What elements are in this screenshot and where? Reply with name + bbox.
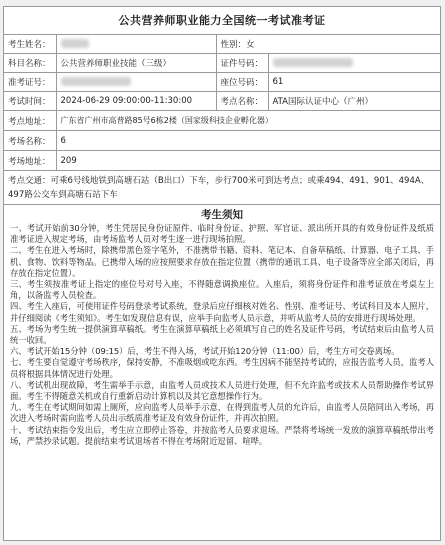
ticket-no-label: 准考证号： (4, 73, 56, 92)
cert-redaction (273, 58, 353, 67)
notice-item-2: 二、考生在进入考场时，除携带黑色签字笔外，不准携带书籍、资料、笔记本、自备草稿纸、计算器、电子工具、手机、食物、饮料等物品。已携带入场的应按照要求存放在指定位置（携带的通讯工具、电子设备等应全部关闭后，再存放在指定位置）。 (10, 245, 434, 278)
notice-list (4, 223, 440, 447)
notice-item-8: 八、考试机出现故障，考生需举手示意，由监考人员或技术人员进行处理，但不允许监考或技术人员帮助操作考试界面。考生不得随意关机或自行重新启动计算机以及其它意想操作行为。 (10, 379, 434, 402)
notice-item-10: 十、考试结束指令发出后，考生应立即停止答卷，并按监考人员要求退场。严禁将考场统一发放的演算草稿纸带出考场，严禁抄录试题。提前结束考试退场者不得在考场附近逗留、喧哗。 (10, 424, 434, 446)
notice-item-6: 六、考试开始15分钟（09:15）后，考生不得入场，考试开始120分钟（11:00）后，考生方可交卷离场。 (10, 346, 400, 357)
admission-ticket (3, 6, 441, 541)
traffic-value: 可乘6号线地铁到高塘石站（B出口）下车，步行700米可到达考点；或乘494、491、901、494A、497路公交车到高塘石站下车 (8, 175, 430, 200)
ticket-no-redaction (61, 77, 131, 86)
name-redaction (61, 39, 89, 48)
time-value: 2024-06-29 09:00:00-11:30:00 (56, 92, 216, 111)
subject-value: 公共营养师职业技能（三级） (56, 54, 216, 73)
address-label: 考点地址： (4, 111, 56, 131)
traffic-label: 考点交通： (8, 175, 51, 186)
seat-label: 座位号码： (216, 73, 268, 92)
name-label: 考生姓名： (4, 35, 56, 54)
room-address-value: 209 (56, 151, 440, 171)
name-value (56, 35, 216, 54)
subject-label: 科目名称： (4, 54, 56, 73)
site-label: 考点名称： (216, 92, 268, 111)
notice-item-5: 五、考场为考生统一提供演算草稿纸。考生在演算草稿纸上必须填写自己的姓名及证件号码，考试结束后由监考人员统一收回。 (10, 323, 434, 346)
room-name-value: 6 (56, 131, 440, 151)
ticket-title: 公共营养师职业能力全国统一考试准考证 (4, 7, 440, 35)
notice-item-9: 九、考生在考试期间如需上厕所，应向监考人员举手示意，在得到监考人员的允许后，由监考人员陪同出入考场，再次进入考场时需向监考人员出示纸质准考证及有效身份证件，并再次拍照。 (10, 402, 434, 424)
room-name-label: 考场名称： (4, 131, 56, 151)
address-value: 广东省广州市高普路85号6栋2楼（国家级科技企业孵化器） (56, 111, 440, 131)
notice-item-1: 一、考试开始前30分钟，考生凭居民身份证原件、临时身份证、护照、军官证、派出所开具的有效身份证件及纸质准考证进入规定考场，由考场监考人员对考生逐一进行现场拍照。 (10, 223, 434, 245)
site-value: ATA国际认证中心（广州） (268, 92, 440, 111)
cert-label: 证件号码： (216, 54, 268, 73)
seat-value: 61 (268, 73, 440, 92)
gender-cell (216, 35, 440, 54)
traffic-cell (4, 171, 440, 205)
gender-label: 性别： (220, 40, 247, 50)
time-label: 考试时间： (4, 92, 56, 111)
candidate-info-table (4, 35, 440, 205)
notice-heading: 考生须知 (201, 209, 243, 221)
notice-item-3: 三、考生须按准考证上指定的座位号对号入座，不得随意调换座位。入座后，须将身份证件和准考证放在考桌左上角，以备监考人员检查。 (10, 279, 434, 301)
room-address-label: 考场地址： (4, 151, 56, 171)
ticket-no-value (56, 73, 216, 92)
notice-item-7: 七、考生要自觉遵守考场秩序，保持安静，不准吸烟或吃东西。考生因病不能坚持考试的，应报告监考人员，监考人员将根据具体情况进行处理。 (10, 357, 434, 379)
gender-value: 女 (246, 40, 255, 50)
cert-value (268, 54, 440, 73)
notice-item-4: 四、考生入座后，可使用证件号码登录考试系统，登录后应仔细核对姓名、性别、准考证号、考试科目及本人照片，并仔细阅读《考生须知》。考生如发现信息有误，应举手向监考人员示意，并听从监考人员的安排进行现场处理。 (10, 301, 434, 323)
